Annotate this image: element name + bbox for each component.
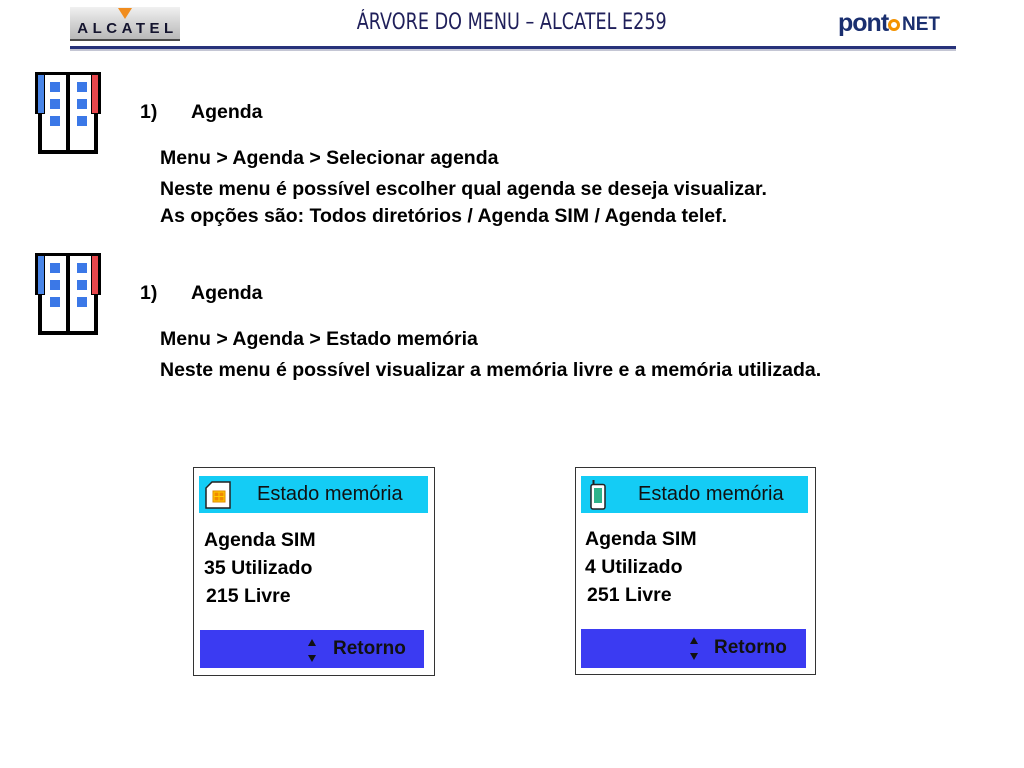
screen-title: Estado memória	[638, 483, 784, 505]
alcatel-logo	[70, 7, 180, 41]
section-heading-text: Agenda	[191, 282, 263, 304]
section-number: 1)	[140, 101, 158, 123]
phone-icon	[590, 480, 606, 510]
back-softkey-label: Retorno	[714, 637, 787, 658]
ponto-net-logo	[838, 8, 950, 40]
sim-card-icon	[203, 480, 233, 510]
header-divider	[70, 46, 956, 49]
phonebook-icon	[35, 72, 101, 154]
screen-softkey-bar	[200, 630, 424, 668]
orange-o-icon	[888, 19, 900, 31]
down-arrow-icon	[308, 655, 316, 662]
description-line: As opções são: Todos diretórios / Agenda SIM / Agenda telef.	[160, 205, 728, 227]
description-line: Neste menu é possível visualizar a memória livre e a memória utilizada.	[160, 359, 822, 381]
section-heading	[140, 282, 263, 304]
description-line: Neste menu é possível escolher qual agenda se deseja visualizar.	[160, 178, 767, 200]
screen-content	[204, 526, 316, 610]
menu-path: Menu > Agenda > Estado memória	[160, 328, 478, 350]
memory-used: 35 Utilizado	[204, 557, 313, 579]
section-description	[160, 176, 767, 230]
section-heading	[140, 101, 263, 123]
back-softkey-label: Retorno	[333, 638, 406, 659]
screen-header	[581, 476, 808, 513]
memory-used: 4 Utilizado	[585, 556, 683, 578]
phone-screen-sim	[193, 467, 435, 676]
memory-source: Agenda SIM	[204, 529, 316, 551]
section-heading-text: Agenda	[191, 101, 263, 123]
menu-section	[0, 72, 1024, 242]
menu-path: Menu > Agenda > Selecionar agenda	[160, 147, 499, 169]
section-description	[160, 357, 821, 384]
section-number: 1)	[140, 282, 158, 304]
phone-screen-phone	[575, 467, 816, 675]
page-title-box	[262, 7, 762, 39]
screen-header	[199, 476, 428, 513]
screen-softkey-bar	[581, 629, 806, 668]
memory-free: 215 Livre	[206, 585, 291, 607]
page-title: ÁRVORE DO MENU – ALCATEL E259	[357, 10, 667, 35]
alcatel-logo-text: ALCATEL	[77, 20, 178, 37]
screen-title: Estado memória	[257, 483, 403, 505]
phonebook-icon	[35, 253, 101, 335]
memory-source: Agenda SIM	[585, 528, 697, 550]
screen-content	[585, 525, 697, 609]
ponto-logo-suffix: NET	[902, 14, 940, 35]
ponto-logo-text: pont	[838, 9, 889, 37]
up-arrow-icon	[308, 639, 316, 646]
menu-section	[0, 253, 1024, 423]
memory-free: 251 Livre	[587, 584, 672, 606]
down-arrow-icon	[690, 653, 698, 660]
up-arrow-icon	[690, 637, 698, 644]
alcatel-triangle-icon	[118, 8, 132, 19]
